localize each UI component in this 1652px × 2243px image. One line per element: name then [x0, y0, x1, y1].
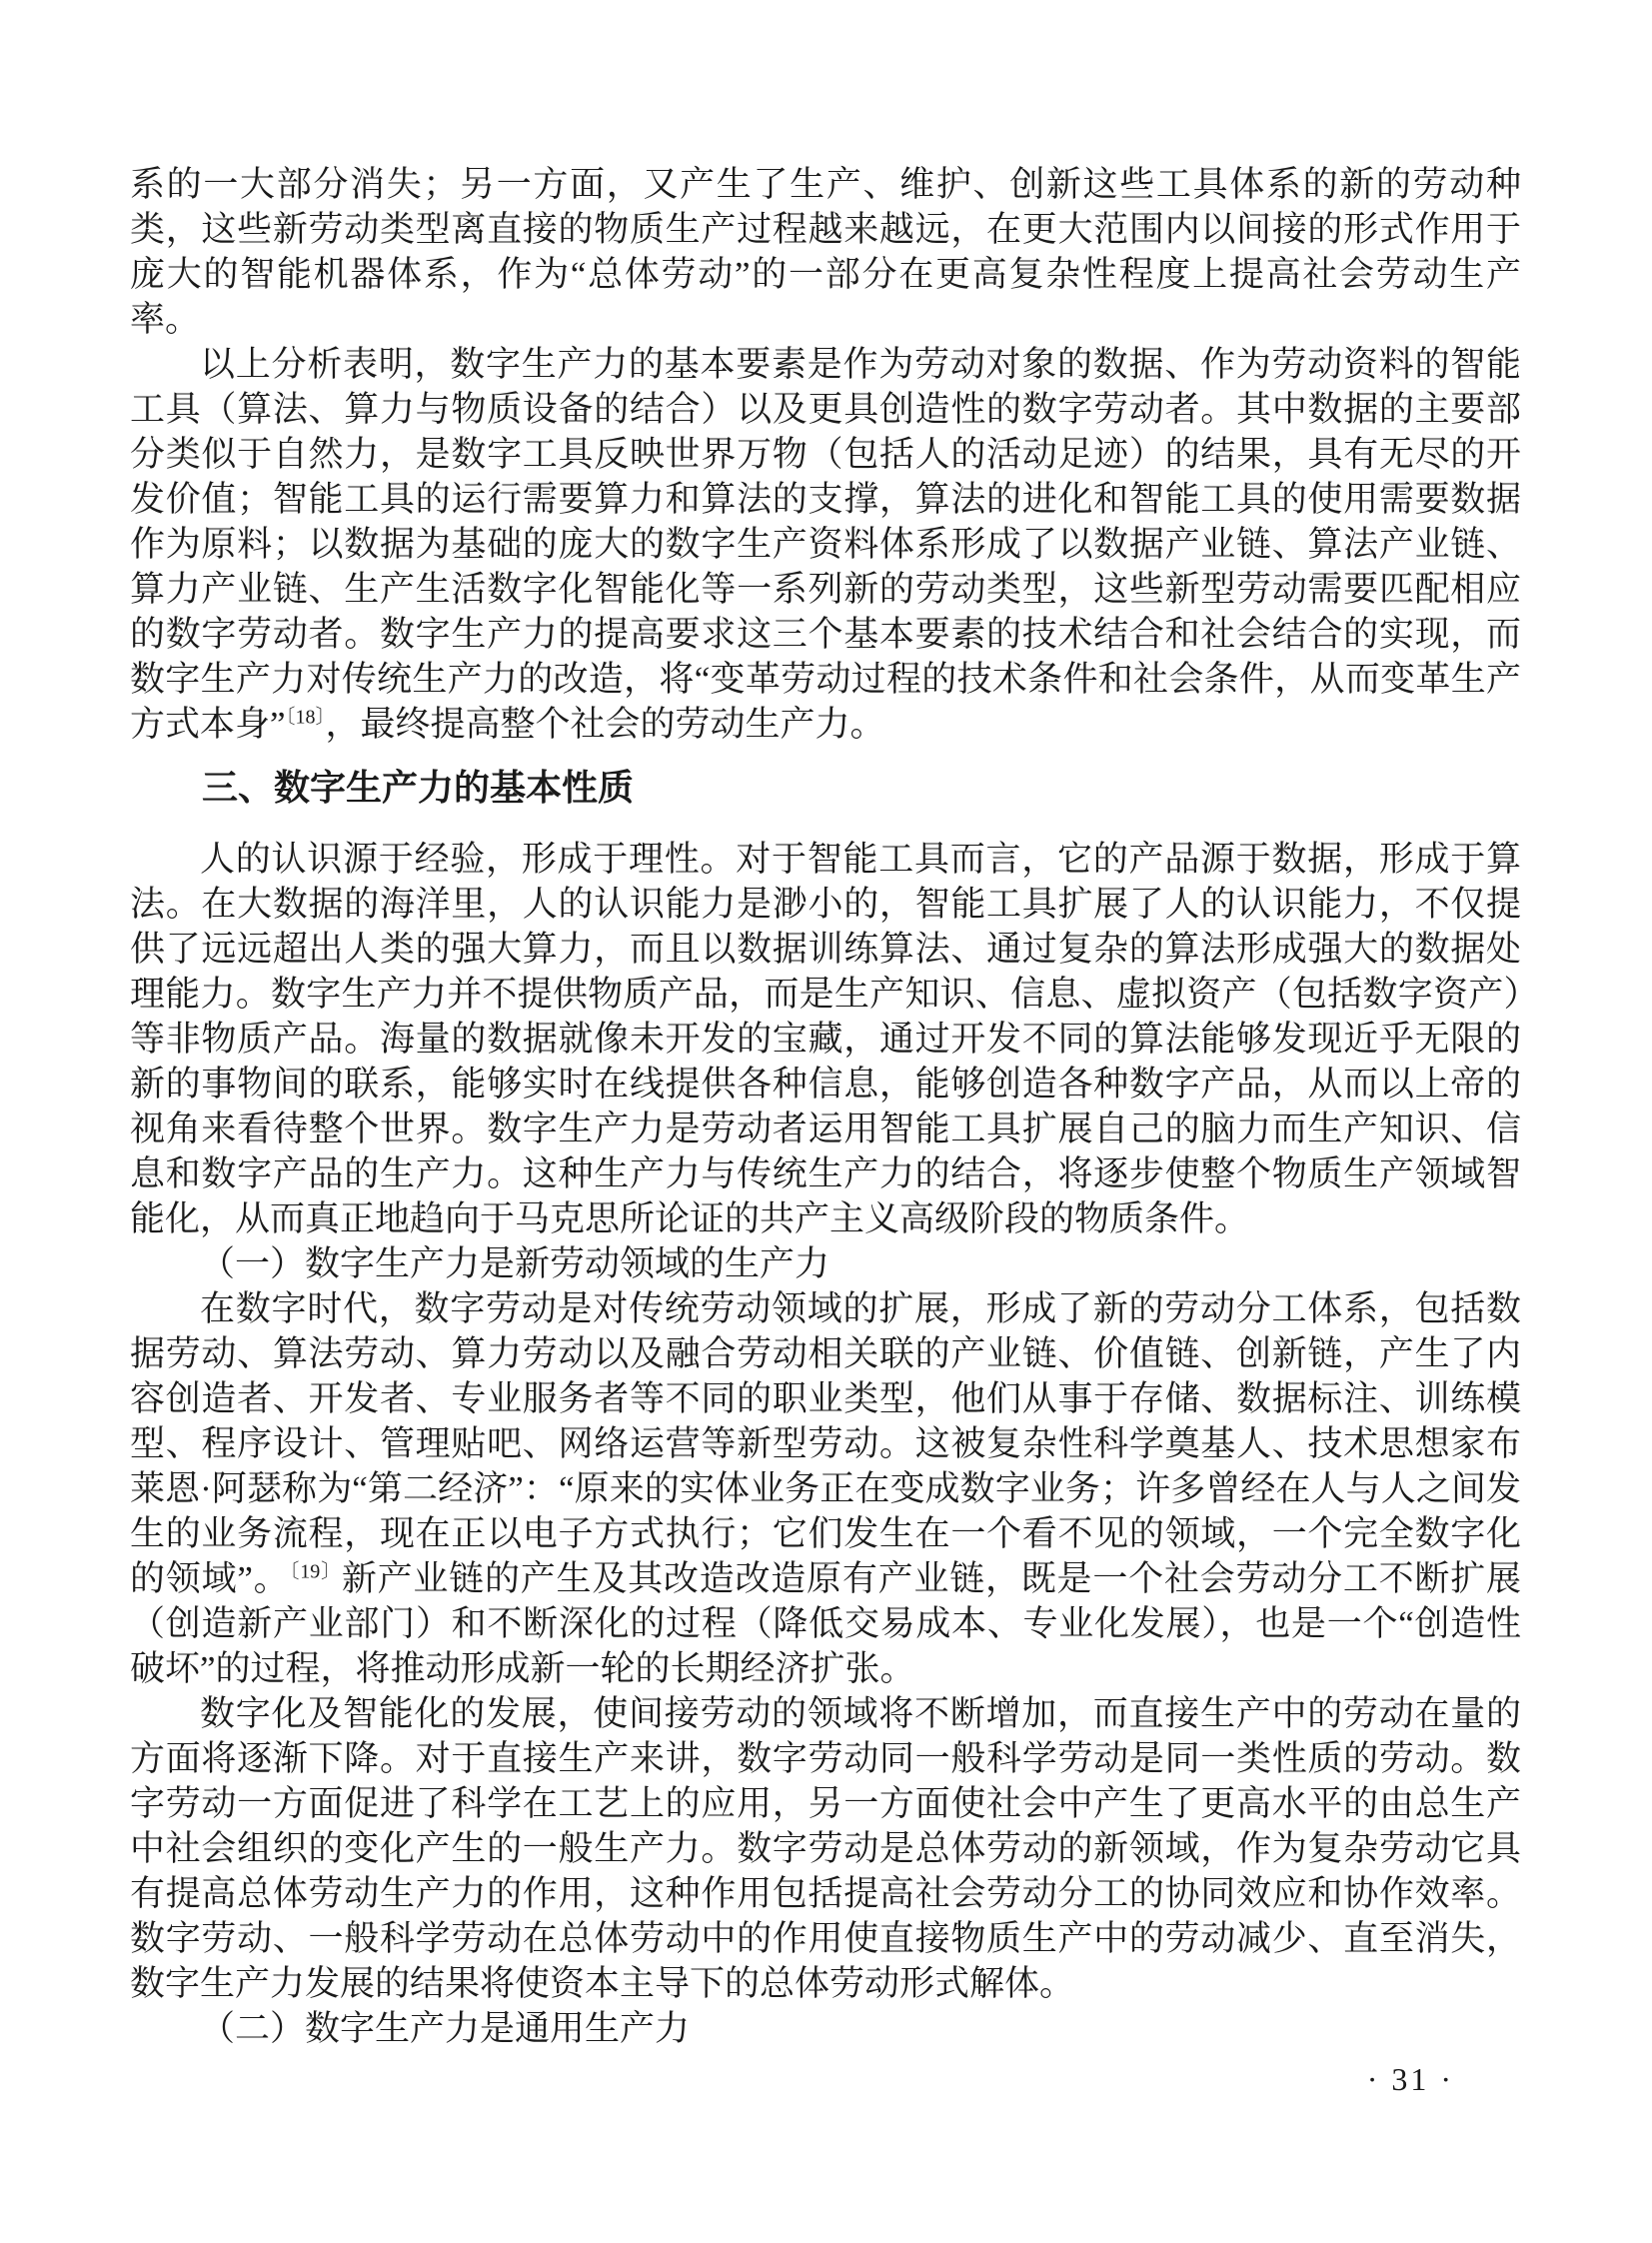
paragraph-text: 在数字时代，数字劳动是对传统劳动领域的扩展，形成了新的劳动分工体系，包括数据劳动、算法劳动、算力劳动以及融合劳动相关联的产业链、价值链、创新链，产生了内容创造者、开发者、专业服务者等不同的职业类型，他们从事于存储、数据标注、训练模型、程序设计、管理贴吧、网络运营等新型劳动。这被复杂性科学奠基人、技术思想家布莱恩·阿瑟称为“第二经济”：“原来的实体业务正在变成数字业务；许多曾经在人与人之间发生的业务流程，现在正以电子方式执行；它们发生在一个看不见的领域，一个完全数字化的领域”。 — [130, 1289, 1521, 1598]
paragraph-continuation: 系的一大部分消失；另一方面，又产生了生产、维护、创新这些工具体系的新的劳动种类，这些新劳动类型离直接的物质生产过程越来越远，在更大范围内以间接的形式作用于庞大的智能机器体系，作为“总体劳动”的一部分在更高复杂性程度上提高社会劳动生产率。 — [130, 165, 1521, 339]
page-number: · 31 · — [1366, 2061, 1454, 2097]
paragraph-text: ，最终提高整个社会的劳动生产力。 — [325, 705, 885, 744]
citation-ref-19: 〔19〕 — [289, 1560, 342, 1583]
citation-ref-18: 〔18〕 — [285, 706, 326, 729]
section-heading: 三、数字生产力的基本性质 — [202, 767, 635, 808]
subsection-heading-2: （二）数字生产力是通用生产力 — [200, 2009, 691, 2048]
paragraph-text: 以上分析表明，数字生产力的基本要素是作为劳动对象的数据、作为劳动资料的智能工具（算法、算力与物质设备的结合）以及更具创造性的数字劳动者。其中数据的主要部分类似于自然力，是数字工具反映世界万物（包括人的活动足迹）的结果，具有无尽的开发价值；智能工具的运行需要算力和算法的支撑，算法的进化和智能工具的使用需要数据作为原料；以数据为基础的庞大的数字生产资料体系形成了以数据产业链、算法产业链、算力产业链、生产生活数字化智能化等一系列新的劳动类型，这些新型劳动需要匹配相应的数字劳动者。数字生产力的提高要求这三个基本要素的技术结合和社会结合的实现，而数字生产力对传统生产力的改造，将“变革劳动过程的技术条件和社会条件，从而变革生产方式本身” — [130, 345, 1521, 744]
subsection-heading-1: （一）数字生产力是新劳动领域的生产力 — [200, 1244, 830, 1283]
paragraph-analysis — [130, 342, 1521, 747]
page-body — [130, 162, 1521, 2051]
paragraph-text: 新产业链的产生及其改造改造原有产业链，既是一个社会劳动分工不断扩展（创造新产业部门）和不断深化的过程（降低交易成本、专业化发展），也是一个“创造性破坏”的过程，将推动形成新一轮的长期经济扩张。 — [130, 1559, 1521, 1688]
paragraph-new-labor — [130, 1286, 1521, 1691]
paragraph-cognition: 人的认识源于经验，形成于理性。对于智能工具而言，它的产品源于数据，形成于算法。在大数据的海洋里，人的认识能力是渺小的，智能工具扩展了人的认识能力，不仅提供了远远超出人类的强大算力，而且以数据训练算法、通过复杂的算法形成强大的数据处理能力。数字生产力并不提供物质产品，而是生产知识、信息、虚拟资产（包括数字资产）等非物质产品。海量的数据就像未开发的宝藏，通过开发不同的算法能够发现近乎无限的新的事物间的联系，能够实时在线提供各种信息，能够创造各种数字产品，从而以上帝的视角来看待整个世界。数字生产力是劳动者运用智能工具扩展自己的脑力而生产知识、信息和数字产品的生产力。这种生产力与传统生产力的结合，将逐步使整个物质生产领域智能化，从而真正地趋向于马克思所论证的共产主义高级阶段的物质条件。 — [130, 840, 1521, 1238]
paragraph-digitalization: 数字化及智能化的发展，使间接劳动的领域将不断增加，而直接生产中的劳动在量的方面将逐渐下降。对于直接生产来讲，数字劳动同一般科学劳动是同一类性质的劳动。数字劳动一方面促进了科学在工艺上的应用，另一方面使社会中产生了更高水平的由总生产中社会组织的变化产生的一般生产力。数字劳动是总体劳动的新领域，作为复杂劳动它具有提高总体劳动生产力的作用，这种作用包括提高社会劳动分工的协同效应和协作效率。数字劳动、一般科学劳动在总体劳动中的作用使直接物质生产中的劳动减少、直至消失，数字生产力发展的结果将使资本主导下的总体劳动形式解体。 — [130, 1694, 1521, 2003]
